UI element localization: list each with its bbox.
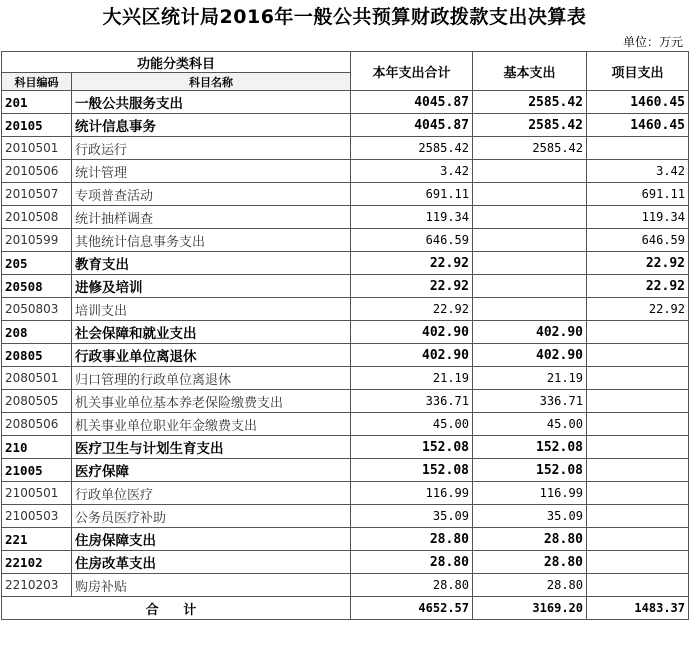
row-total: 28.80 bbox=[351, 528, 473, 551]
subject-code: 2080501 bbox=[2, 367, 72, 390]
subject-name: 社会保障和就业支出 bbox=[72, 321, 351, 344]
table-row bbox=[2, 459, 689, 482]
subject-name: 公务员医疗补助 bbox=[72, 505, 351, 528]
subject-code: 2010508 bbox=[2, 206, 72, 229]
subject-code: 2010501 bbox=[2, 137, 72, 160]
row-basic: 152.08 bbox=[473, 459, 587, 482]
row-basic: 28.80 bbox=[473, 574, 587, 597]
header-total: 本年支出合计 bbox=[351, 52, 473, 91]
subject-name: 机关事业单位职业年金缴费支出 bbox=[72, 413, 351, 436]
row-basic bbox=[473, 252, 587, 275]
row-total: 2585.42 bbox=[351, 137, 473, 160]
budget-table bbox=[1, 51, 689, 620]
subject-name: 进修及培训 bbox=[72, 275, 351, 298]
subject-name: 住房保障支出 bbox=[72, 528, 351, 551]
subject-code: 21005 bbox=[2, 459, 72, 482]
subject-code: 20105 bbox=[2, 114, 72, 137]
row-project: 691.11 bbox=[587, 183, 689, 206]
header-function-category: 功能分类科目 bbox=[2, 52, 351, 73]
subject-code: 210 bbox=[2, 436, 72, 459]
row-total: 646.59 bbox=[351, 229, 473, 252]
row-total: 22.92 bbox=[351, 298, 473, 321]
row-project bbox=[587, 505, 689, 528]
row-basic: 336.71 bbox=[473, 390, 587, 413]
subject-name: 统计管理 bbox=[72, 160, 351, 183]
row-basic: 402.90 bbox=[473, 344, 587, 367]
report-title: 大兴区统计局2016年一般公共预算财政拨款支出决算表 bbox=[102, 6, 587, 28]
header-code: 科目编码 bbox=[2, 73, 72, 91]
row-basic bbox=[473, 298, 587, 321]
subject-name: 住房改革支出 bbox=[72, 551, 351, 574]
row-project bbox=[587, 137, 689, 160]
subject-code: 2080506 bbox=[2, 413, 72, 436]
subject-name: 行政运行 bbox=[72, 137, 351, 160]
row-total: 336.71 bbox=[351, 390, 473, 413]
subject-name: 教育支出 bbox=[72, 252, 351, 275]
row-total: 4045.87 bbox=[351, 114, 473, 137]
subject-code: 201 bbox=[2, 91, 72, 114]
table-row bbox=[2, 91, 689, 114]
row-basic bbox=[473, 183, 587, 206]
table-header bbox=[2, 52, 689, 91]
table-row bbox=[2, 344, 689, 367]
table-row bbox=[2, 528, 689, 551]
row-basic bbox=[473, 206, 587, 229]
subject-code: 20508 bbox=[2, 275, 72, 298]
subject-name: 一般公共服务支出 bbox=[72, 91, 351, 114]
subject-code: 2100501 bbox=[2, 482, 72, 505]
row-total: 691.11 bbox=[351, 183, 473, 206]
subject-name: 购房补贴 bbox=[72, 574, 351, 597]
header-project: 项目支出 bbox=[587, 52, 689, 91]
table-row bbox=[2, 574, 689, 597]
row-basic bbox=[473, 275, 587, 298]
row-basic: 116.99 bbox=[473, 482, 587, 505]
table-row bbox=[2, 275, 689, 298]
subject-name: 归口管理的行政单位离退休 bbox=[72, 367, 351, 390]
row-basic: 152.08 bbox=[473, 436, 587, 459]
table-row bbox=[2, 390, 689, 413]
header-basic: 基本支出 bbox=[473, 52, 587, 91]
row-project: 119.34 bbox=[587, 206, 689, 229]
subject-name: 统计抽样调查 bbox=[72, 206, 351, 229]
row-basic: 402.90 bbox=[473, 321, 587, 344]
table-row bbox=[2, 229, 689, 252]
total-label: 合 计 bbox=[2, 597, 351, 620]
row-total: 152.08 bbox=[351, 436, 473, 459]
row-project: 22.92 bbox=[587, 252, 689, 275]
subject-name: 机关事业单位基本养老保险缴费支出 bbox=[72, 390, 351, 413]
subject-code: 2010599 bbox=[2, 229, 72, 252]
row-total: 3.42 bbox=[351, 160, 473, 183]
row-total: 116.99 bbox=[351, 482, 473, 505]
subject-name: 其他统计信息事务支出 bbox=[72, 229, 351, 252]
subject-name: 行政单位医疗 bbox=[72, 482, 351, 505]
row-total: 21.19 bbox=[351, 367, 473, 390]
row-project bbox=[587, 551, 689, 574]
row-basic bbox=[473, 229, 587, 252]
subject-code: 2210203 bbox=[2, 574, 72, 597]
subject-name: 培训支出 bbox=[72, 298, 351, 321]
row-total: 45.00 bbox=[351, 413, 473, 436]
table-row bbox=[2, 505, 689, 528]
row-total: 152.08 bbox=[351, 459, 473, 482]
subject-name: 医疗保障 bbox=[72, 459, 351, 482]
row-project bbox=[587, 482, 689, 505]
table-row bbox=[2, 367, 689, 390]
subject-code: 205 bbox=[2, 252, 72, 275]
row-project: 22.92 bbox=[587, 275, 689, 298]
total-sum: 4652.57 bbox=[351, 597, 473, 620]
row-total: 28.80 bbox=[351, 551, 473, 574]
row-total: 35.09 bbox=[351, 505, 473, 528]
subject-code: 22102 bbox=[2, 551, 72, 574]
table-row bbox=[2, 321, 689, 344]
table-row bbox=[2, 551, 689, 574]
row-project: 646.59 bbox=[587, 229, 689, 252]
subject-code: 20805 bbox=[2, 344, 72, 367]
row-total: 402.90 bbox=[351, 321, 473, 344]
table-row bbox=[2, 482, 689, 505]
row-project: 1460.45 bbox=[587, 91, 689, 114]
row-basic: 2585.42 bbox=[473, 91, 587, 114]
row-project: 1460.45 bbox=[587, 114, 689, 137]
header-name: 科目名称 bbox=[72, 73, 351, 91]
row-basic bbox=[473, 160, 587, 183]
row-project bbox=[587, 321, 689, 344]
row-basic: 35.09 bbox=[473, 505, 587, 528]
table-row bbox=[2, 252, 689, 275]
subject-code: 208 bbox=[2, 321, 72, 344]
row-project bbox=[587, 367, 689, 390]
table-row bbox=[2, 436, 689, 459]
subject-code: 221 bbox=[2, 528, 72, 551]
row-project bbox=[587, 413, 689, 436]
row-basic: 21.19 bbox=[473, 367, 587, 390]
row-project bbox=[587, 574, 689, 597]
row-total: 22.92 bbox=[351, 275, 473, 298]
subject-code: 2080505 bbox=[2, 390, 72, 413]
subject-name: 统计信息事务 bbox=[72, 114, 351, 137]
row-project bbox=[587, 459, 689, 482]
subject-code: 2050803 bbox=[2, 298, 72, 321]
row-project bbox=[587, 436, 689, 459]
subject-name: 医疗卫生与计划生育支出 bbox=[72, 436, 351, 459]
table-row bbox=[2, 160, 689, 183]
row-total: 119.34 bbox=[351, 206, 473, 229]
table-row bbox=[2, 183, 689, 206]
subject-code: 2100503 bbox=[2, 505, 72, 528]
row-basic: 45.00 bbox=[473, 413, 587, 436]
table-row bbox=[2, 114, 689, 137]
unit-label: 单位：万元 bbox=[622, 35, 683, 49]
subject-code: 2010506 bbox=[2, 160, 72, 183]
row-total: 28.80 bbox=[351, 574, 473, 597]
row-project bbox=[587, 344, 689, 367]
row-basic: 28.80 bbox=[473, 551, 587, 574]
row-project bbox=[587, 528, 689, 551]
subject-name: 专项普查活动 bbox=[72, 183, 351, 206]
total-row bbox=[2, 597, 689, 620]
row-total: 22.92 bbox=[351, 252, 473, 275]
row-project: 22.92 bbox=[587, 298, 689, 321]
row-total: 4045.87 bbox=[351, 91, 473, 114]
table-body bbox=[2, 91, 689, 597]
total-project: 1483.37 bbox=[587, 597, 689, 620]
table-row bbox=[2, 413, 689, 436]
row-basic: 2585.42 bbox=[473, 114, 587, 137]
table-row bbox=[2, 298, 689, 321]
total-basic: 3169.20 bbox=[473, 597, 587, 620]
table-row bbox=[2, 206, 689, 229]
row-project: 3.42 bbox=[587, 160, 689, 183]
row-basic: 28.80 bbox=[473, 528, 587, 551]
row-total: 402.90 bbox=[351, 344, 473, 367]
row-project bbox=[587, 390, 689, 413]
subject-code: 2010507 bbox=[2, 183, 72, 206]
subject-name: 行政事业单位离退休 bbox=[72, 344, 351, 367]
row-basic: 2585.42 bbox=[473, 137, 587, 160]
table-row bbox=[2, 137, 689, 160]
